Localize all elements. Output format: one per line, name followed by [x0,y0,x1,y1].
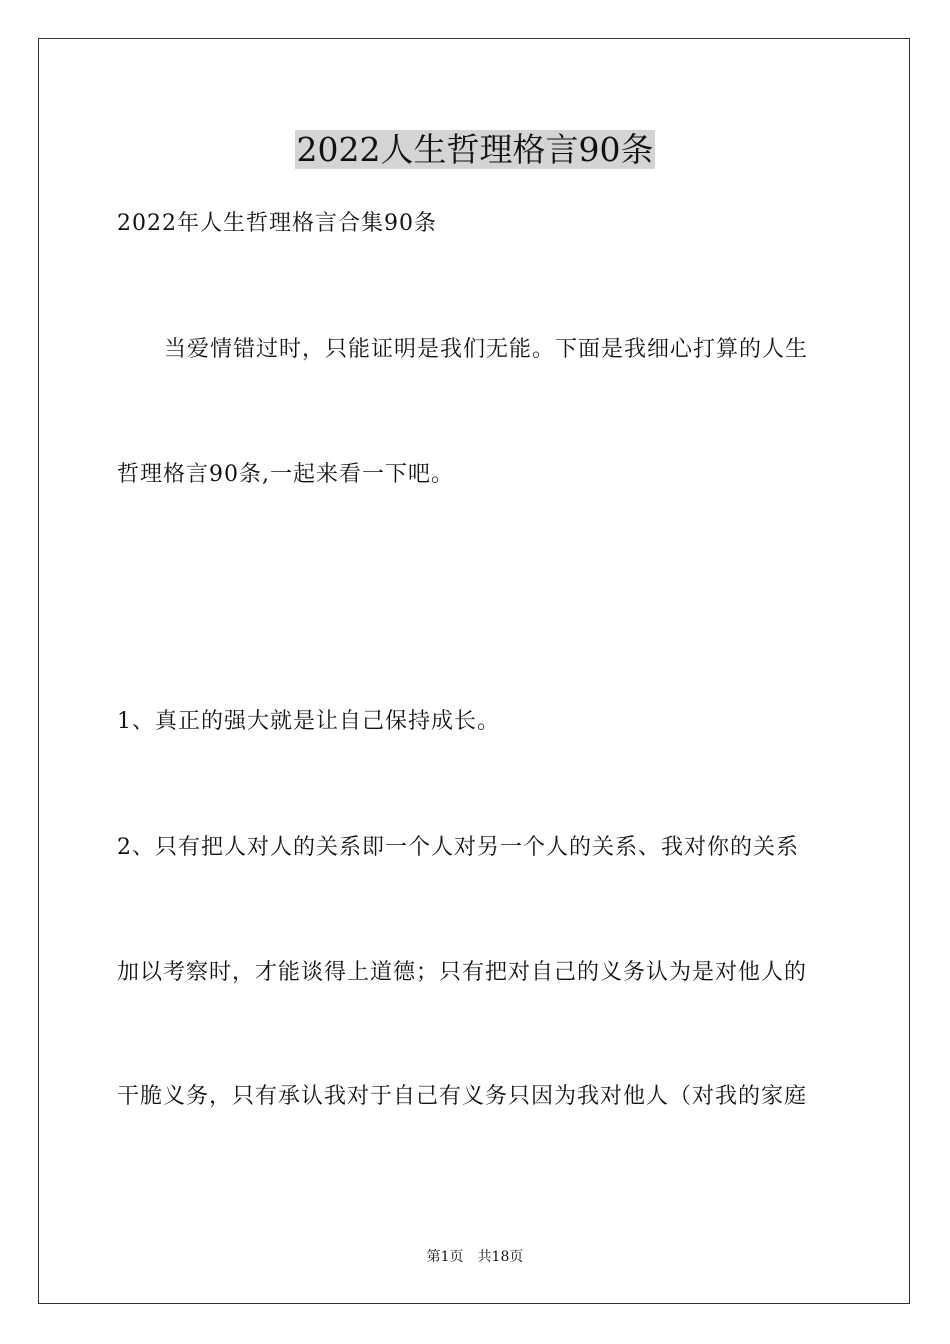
intro-line-2: 哲理格言90条,一起来看一下吧。 [117,462,454,487]
item-line-2: 2、只有把人对人的关系即一个人对另一个人的关系、我对你的关系 [117,835,799,860]
item-line-4: 干脆义务，只有承认我对于自己有义务只因为我对他人（对我的家庭 [117,1084,808,1109]
page-total: 共18页 [477,1249,524,1265]
intro-line-1: 当爱情错过时，只能证明是我们无能。下面是我细心打算的人生 [164,337,809,362]
item-line-1: 1、真正的强大就是让自己保持成长。 [117,709,500,734]
item-line-3: 加以考察时，才能谈得上道德；只有把对自己的义务认为是对他人的 [117,960,808,985]
document-title [0,128,950,172]
page-number: 第1页 [426,1249,464,1265]
page-footer [0,1248,950,1266]
document-title-text: 2022人生哲理格言90条 [296,130,654,169]
document-subtitle: 2022年人生哲理格言合集90条 [117,211,437,236]
